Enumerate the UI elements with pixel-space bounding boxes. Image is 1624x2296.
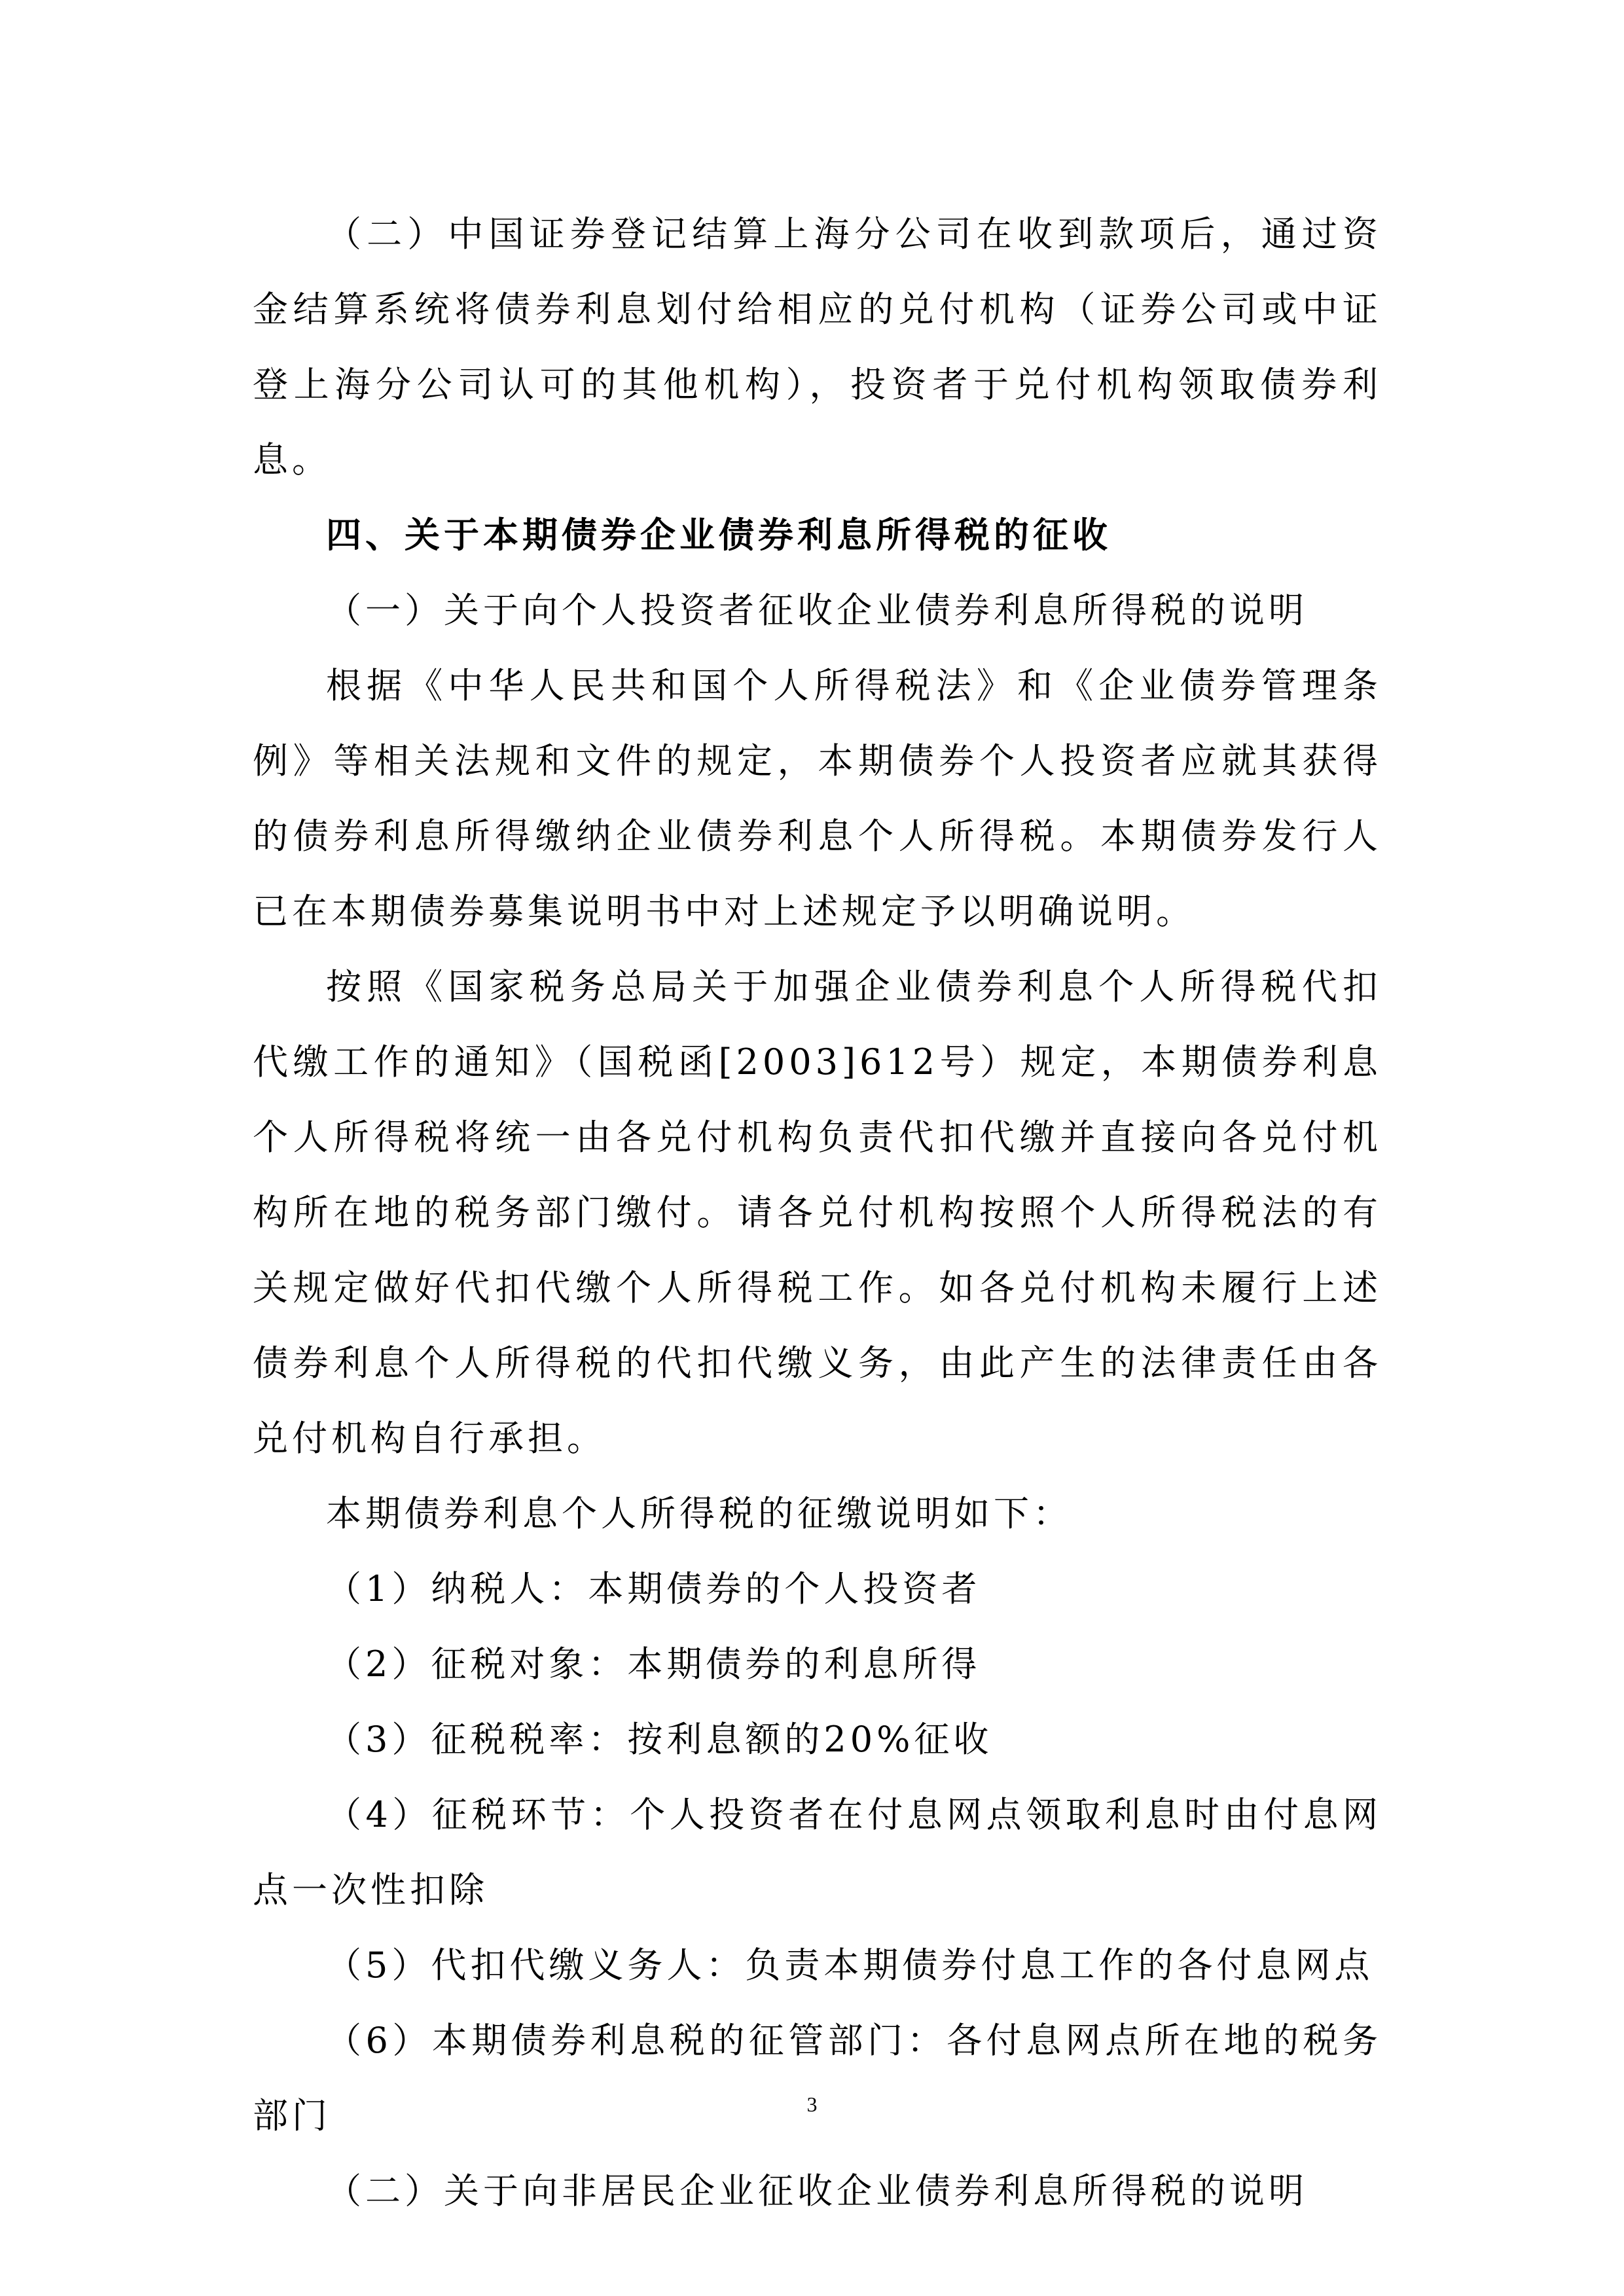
list-item-withholding-agent: （5）代扣代缴义务人：负责本期债券付息工作的各付息网点 <box>326 1945 1374 1986</box>
list-item-tax-object: （2）征税对象：本期债券的利息所得 <box>326 1643 981 1685</box>
list-item-tax-stage: （4）征税环节：个人投资者在付息网点领取利息时由付息网点一次性扣除 <box>253 1794 1382 1910</box>
paragraph-legal-basis: 根据《中华人民共和国个人所得税法》和《企业债券管理条例》等相关法规和文件的规定，本期债券个人投资者应就其获得的债券利息所得缴纳企业债券利息个人所得税。本期债券发行人已在本期债券募集说明书中对上述规定予以明确说明。 <box>253 665 1382 932</box>
list-item-tax-rate: （3）征税税率：按利息额的20%征收 <box>326 1719 993 1760</box>
section-heading-income-tax: 四、关于本期债券企业债券利息所得税的征收 <box>326 514 1111 556</box>
paragraph-settlement-transfer: （二）中国证券登记结算上海分公司在收到款项后，通过资金结算系统将债券利息划付给相应的兑付机构（证券公司或中证登上海分公司认可的其他机构），投资者于兑付机构领取债券利息。 <box>253 213 1382 480</box>
subheading-non-resident-enterprises: （二）关于向非居民企业征收企业债券利息所得税的说明 <box>326 2170 1308 2212</box>
subheading-individual-investors: （一）关于向个人投资者征收企业债券利息所得税的说明 <box>326 590 1308 631</box>
paragraph-withholding-notice: 按照《国家税务总局关于加强企业债券利息个人所得税代扣代缴工作的通知》（国税函[2003]612号）规定，本期债券利息个人所得税将统一由各兑付机构负责代扣代缴并直接向各兑付机构所在地的税务部门缴付。请各兑付机构按照个人所得税法的有关规定做好代扣代缴个人所得税工作。如各兑付机构未履行上述债券利息个人所得税的代扣代缴义务，由此产生的法律责任由各兑付机构自行承担。 <box>253 966 1382 1459</box>
list-item-taxpayer: （1）纳税人：本期债券的个人投资者 <box>326 1568 981 1609</box>
list-item-tax-authority: （6）本期债券利息税的征管部门：各付息网点所在地的税务部门 <box>253 2020 1382 2136</box>
paragraph-collection-intro: 本期债券利息个人所得税的征缴说明如下： <box>326 1493 1072 1534</box>
document-body <box>253 196 1382 2229</box>
page-number: 3 <box>806 2092 818 2116</box>
